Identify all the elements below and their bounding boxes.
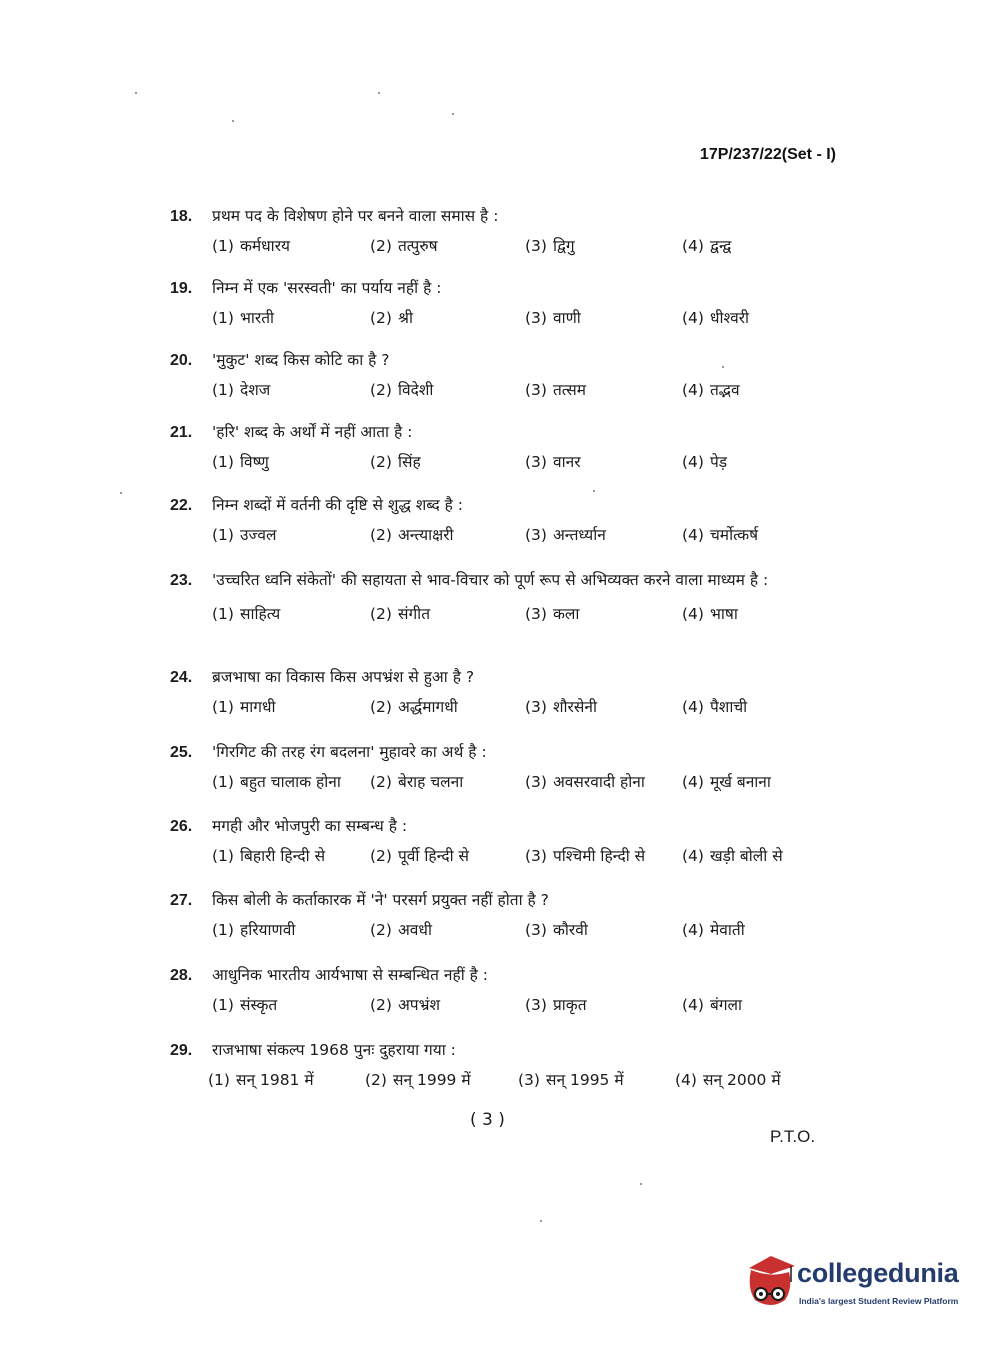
question-28: [170, 964, 850, 1019]
question-18: [170, 205, 850, 260]
paper-code: 17P/237/22(Set - I): [699, 146, 836, 163]
question-22: [170, 494, 850, 549]
question-25: [170, 741, 850, 796]
option-1: (1) हरियाणवी: [212, 921, 296, 939]
option-1: (1) सन् 1981 में: [208, 1071, 314, 1089]
mascot-icon: [745, 1248, 797, 1314]
option-1: (1) भारती: [212, 309, 275, 327]
logo-brand: collegedunia: [797, 1258, 959, 1288]
option-3: (3) अन्तर्ध्यान: [525, 526, 606, 544]
question-text: 'उच्चरित ध्वनि संकेतों' की सहायता से भाव-विचार को पूर्ण रूप से अभिव्यक्त करने वाला माध्यम है :: [212, 571, 769, 589]
option-1: (1) उज्वल: [212, 526, 277, 544]
scan-speck: [593, 490, 595, 492]
question-number: 23.: [170, 572, 193, 589]
option-1: (1) कर्मधारय: [212, 237, 291, 255]
option-4: (4) मूर्ख बनाना: [682, 773, 771, 791]
option-4: (4) खड़ी बोली से: [682, 847, 783, 865]
question-text: निम्न शब्दों में वर्तनी की दृष्टि से शुद्ध शब्द है :: [212, 496, 464, 514]
option-2: (2) तत्पुरुष: [370, 237, 438, 255]
scan-speck: [540, 1220, 542, 1222]
question-text: 'हरि' शब्द के अर्थों में नहीं आता है :: [212, 423, 413, 441]
pto-label: P.T.O.: [770, 1127, 816, 1146]
question-number: 22.: [170, 497, 193, 514]
options: [170, 602, 850, 628]
question-27: [170, 889, 850, 944]
question-21: [170, 421, 850, 476]
scan-speck: [232, 120, 234, 122]
option-2: (2) अर्द्धमागधी: [370, 698, 458, 716]
scan-speck: [640, 1183, 642, 1185]
option-2: (2) श्री: [370, 309, 413, 327]
option-2: (2) अन्त्याक्षरी: [370, 526, 454, 544]
options: [170, 523, 850, 549]
question-text: राजभाषा संकल्प 1968 पुनः दुहराया गया :: [212, 1041, 456, 1059]
option-2: (2) बेराह चलना: [370, 773, 464, 791]
collegedunia-logo: [745, 1248, 970, 1318]
options: [170, 1068, 850, 1094]
option-1: (1) मागधी: [212, 698, 276, 716]
option-2: (2) संगीत: [370, 605, 431, 623]
options: [170, 844, 850, 870]
question-text: निम्न में एक 'सरस्वती' का पर्याय नहीं है :: [212, 279, 442, 297]
option-1: (1) देशज: [212, 381, 271, 399]
question-number: 18.: [170, 208, 193, 225]
question-20: [170, 349, 850, 404]
option-1: (1) साहित्य: [212, 605, 281, 623]
option-2: (2) अपभ्रंश: [370, 996, 441, 1014]
question-23: [170, 569, 850, 628]
question-19: [170, 277, 850, 332]
question-text: 'गिरगिट की तरह रंग बदलना' मुहावरे का अर्थ है :: [212, 743, 487, 761]
question-text: आधुनिक भारतीय आर्यभाषा से सम्बन्धित नहीं है :: [212, 966, 489, 984]
option-3: (3) कला: [525, 605, 580, 623]
option-2: (2) विदेशी: [370, 381, 434, 399]
option-4: (4) बंगला: [682, 996, 743, 1014]
question-text: किस बोली के कर्ताकारक में 'ने' परसर्ग प्रयुक्त नहीं होता है ?: [212, 891, 549, 909]
question-24: [170, 666, 850, 721]
question-number: 29.: [170, 1042, 193, 1059]
option-4: (4) सन् 2000 में: [675, 1071, 781, 1089]
options: [170, 770, 850, 796]
question-number: 26.: [170, 818, 193, 835]
question-text: 'मुकुट' शब्द किस कोटि का है ?: [212, 351, 390, 369]
option-4: (4) चर्मोत्कर्ष: [682, 526, 759, 544]
question-number: 25.: [170, 744, 193, 761]
question-29: [170, 1039, 850, 1094]
scan-speck: [135, 92, 137, 94]
options: [170, 993, 850, 1019]
options: [170, 234, 850, 260]
option-3: (3) अवसरवादी होना: [525, 773, 645, 791]
option-2: (2) सिंह: [370, 453, 421, 471]
option-3: (3) सन् 1995 में: [518, 1071, 624, 1089]
option-3: (3) तत्सम: [525, 381, 586, 399]
question-text: प्रथम पद के विशेषण होने पर बनने वाला समास है :: [212, 207, 499, 225]
option-3: (3) वानर: [525, 453, 581, 471]
question-number: 21.: [170, 424, 193, 441]
scan-speck: [452, 113, 454, 115]
option-3: (3) प्राकृत: [525, 996, 587, 1014]
option-4: (4) धीश्वरी: [682, 309, 750, 327]
option-1: (1) विष्णु: [212, 453, 269, 471]
option-4: (4) पैशाची: [682, 698, 748, 716]
options: [170, 378, 850, 404]
question-26: [170, 815, 850, 870]
option-3: (3) द्विगु: [525, 237, 575, 255]
option-4: (4) मेवाती: [682, 921, 745, 939]
scan-speck: [722, 366, 724, 368]
page-number: ( 3 ): [470, 1110, 505, 1130]
option-1: (1) बहुत चालाक होना: [212, 773, 341, 791]
scan-speck: [120, 492, 122, 494]
question-text: ब्रजभाषा का विकास किस अपभ्रंश से हुआ है ?: [212, 668, 475, 686]
options: [170, 306, 850, 332]
options: [170, 918, 850, 944]
option-2: (2) अवधी: [370, 921, 432, 939]
question-number: 28.: [170, 967, 193, 984]
question-number: 27.: [170, 892, 193, 909]
option-3: (3) कौरवी: [525, 921, 588, 939]
option-3: (3) वाणी: [525, 309, 581, 327]
question-number: 20.: [170, 352, 193, 369]
scan-speck: [378, 92, 380, 94]
option-1: (1) बिहारी हिन्दी से: [212, 847, 326, 865]
question-number: 19.: [170, 280, 193, 297]
options: [170, 450, 850, 476]
options: [170, 695, 850, 721]
option-3: (3) पश्चिमी हिन्दी से: [525, 847, 646, 865]
logo-tagline: India's largest Student Review Platform: [799, 1296, 959, 1306]
option-3: (3) शौरसेनी: [525, 698, 597, 716]
option-4: (4) तद्भव: [682, 381, 740, 399]
question-number: 24.: [170, 669, 193, 686]
question-text: मगही और भोजपुरी का सम्बन्ध है :: [212, 817, 408, 835]
option-1: (1) संस्कृत: [212, 996, 278, 1014]
option-4: (4) द्वन्द्व: [682, 237, 732, 255]
option-4: (4) भाषा: [682, 605, 738, 623]
option-2: (2) पूर्वी हिन्दी से: [370, 847, 470, 865]
option-2: (2) सन् 1999 में: [365, 1071, 471, 1089]
option-4: (4) पेड़: [682, 453, 728, 471]
